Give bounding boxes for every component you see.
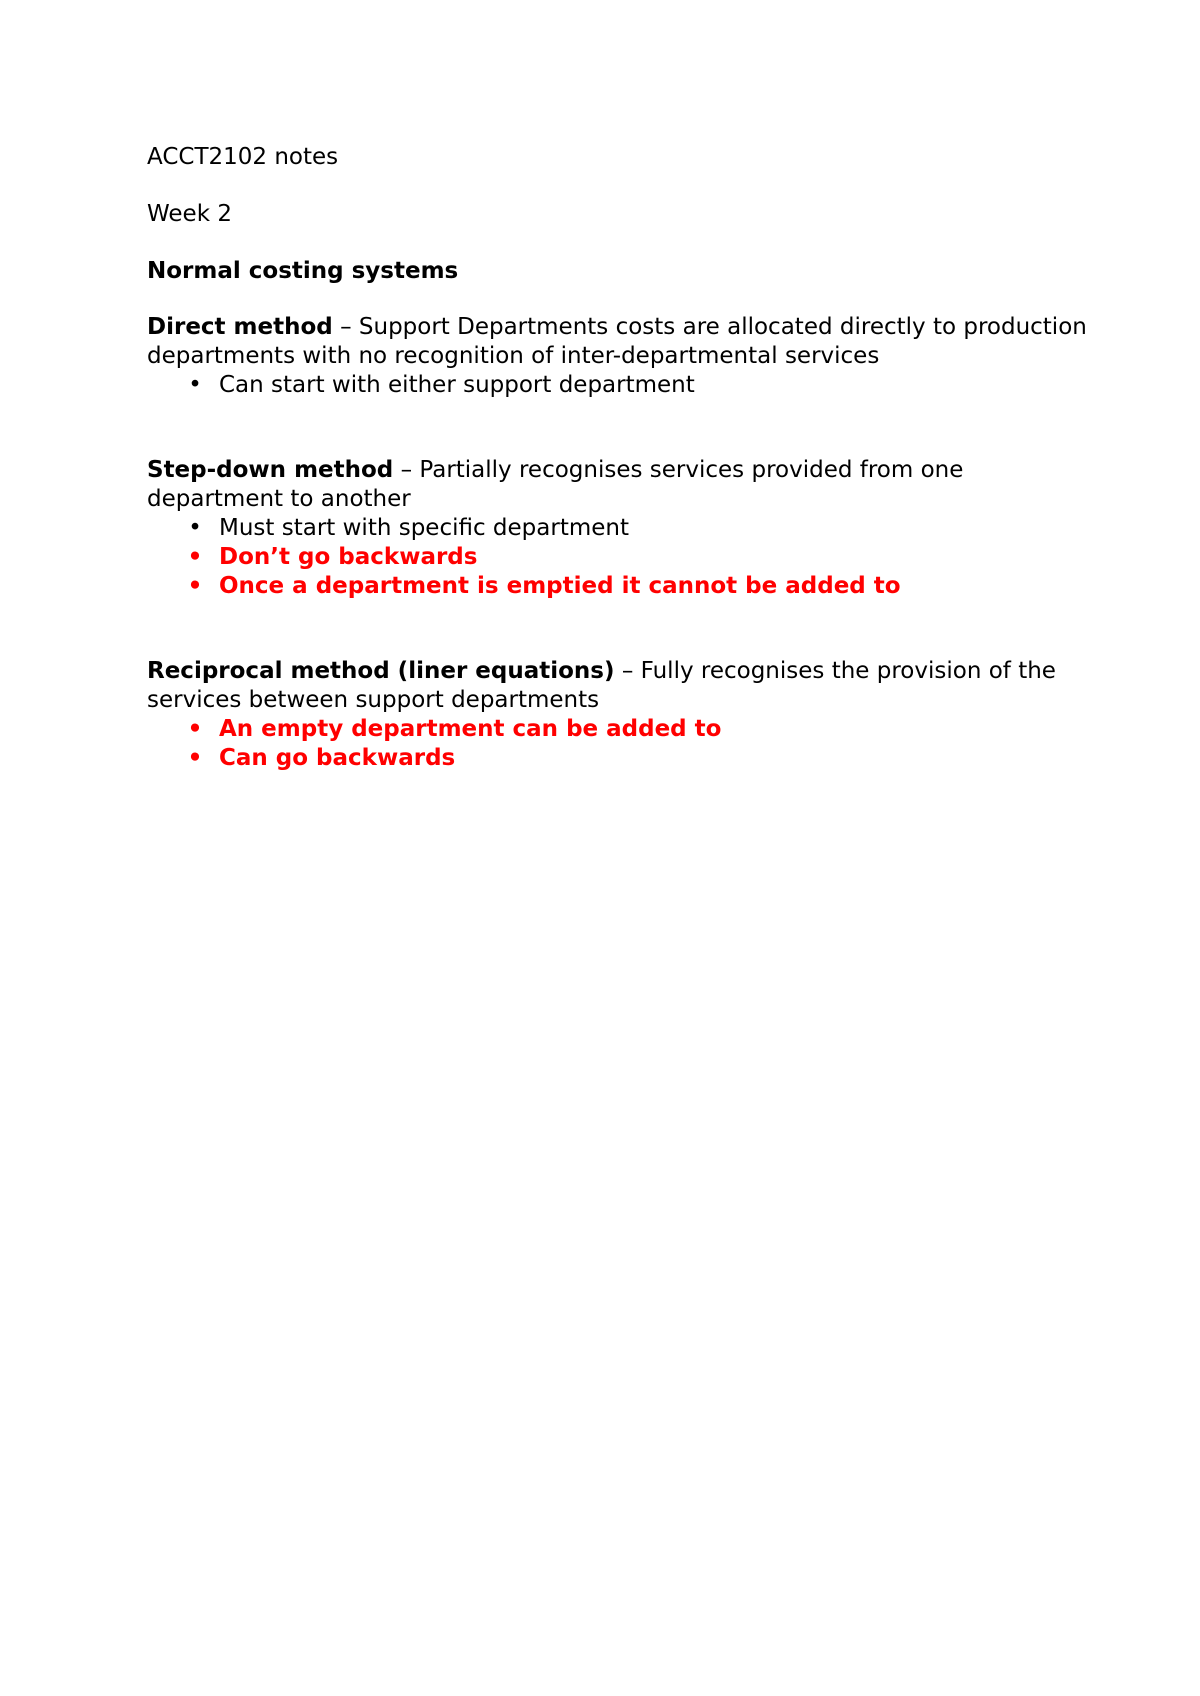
- bullet-icon: •: [188, 372, 202, 398]
- bullet-icon: •: [187, 544, 203, 570]
- list-item-highlighted: • Can go backwards: [147, 744, 1087, 773]
- list-item-highlighted: • Once a department is emptied it cannot be added to: [147, 572, 1087, 601]
- direct-method-term: Direct method: [147, 314, 333, 340]
- reciprocal-method-term: Reciprocal method (liner equations): [147, 658, 615, 684]
- list-item: • Must start with specific department: [147, 514, 1087, 543]
- document-body: [147, 143, 1087, 773]
- direct-method-definition: – Support Departments costs are allocated directly to production departments with no recognition of inter-departmental services: [147, 314, 1087, 369]
- stepdown-method-definition: – Partially recognises services provided from one department to another: [147, 457, 964, 512]
- bullet-icon: •: [187, 745, 203, 771]
- document-title: ACCT2102 notes: [147, 144, 339, 170]
- direct-method-paragraph: [147, 313, 1087, 371]
- stepdown-method-bullet-list: [147, 514, 1087, 601]
- bullet-icon: •: [187, 573, 203, 599]
- section-heading: Normal costing systems: [147, 258, 459, 284]
- stepdown-method-term: Step-down method: [147, 457, 394, 483]
- list-item: • Can start with either support department: [147, 371, 1087, 400]
- bullet-icon: •: [187, 716, 203, 742]
- reciprocal-method-bullet-list: [147, 715, 1087, 773]
- list-item-highlighted: • An empty department can be added to: [147, 715, 1087, 744]
- reciprocal-method-paragraph: [147, 657, 1087, 715]
- stepdown-method-paragraph: [147, 456, 1087, 514]
- week-label: Week 2: [147, 201, 232, 227]
- direct-method-bullet-list: [147, 371, 1087, 400]
- list-item-highlighted: • Don’t go backwards: [147, 543, 1087, 572]
- bullet-icon: •: [188, 515, 202, 541]
- reciprocal-method-definition: – Fully recognises the provision of the services between support departments: [147, 658, 1056, 713]
